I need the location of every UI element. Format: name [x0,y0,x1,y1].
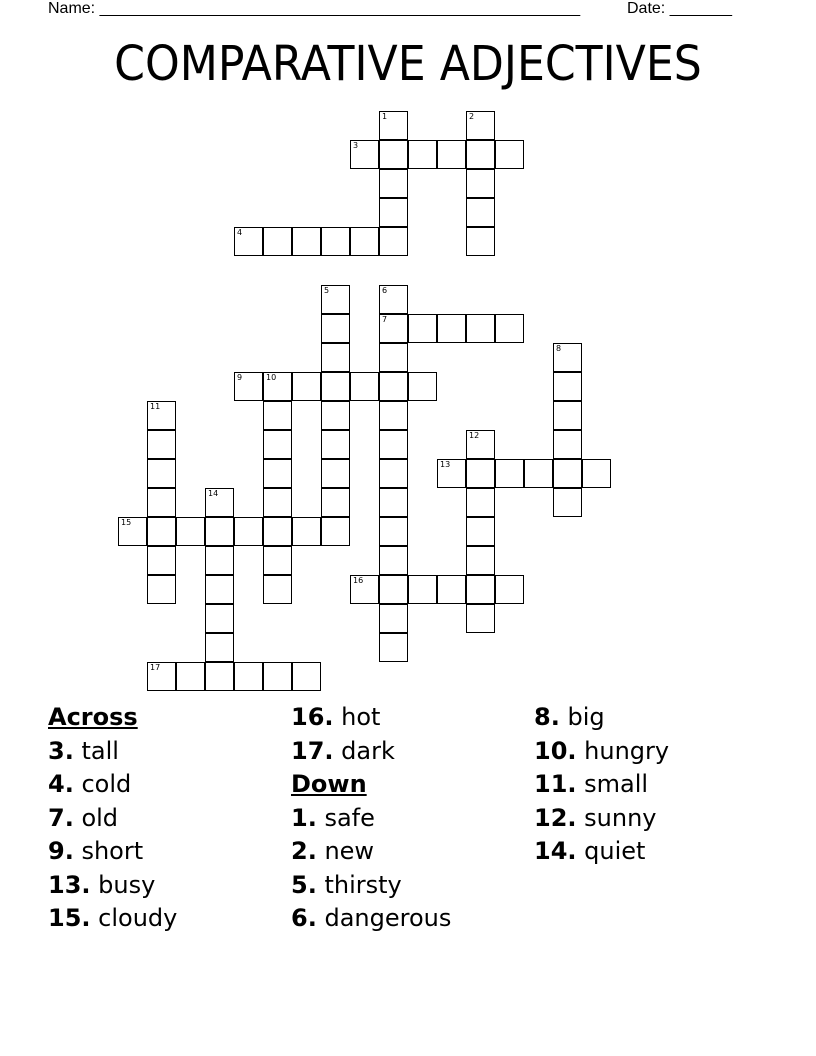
clue-item-text: hungry [576,736,670,765]
crossword-cell[interactable] [263,430,292,459]
crossword-cell[interactable] [379,517,408,546]
clue-number: 2 [469,112,475,121]
clue-item [291,701,531,735]
clue-item-number: 5. [291,870,317,899]
clue-item-text: safe [316,803,375,832]
crossword-cell[interactable] [466,111,495,140]
crossword-cell[interactable] [466,430,495,459]
crossword-cell[interactable] [437,575,466,604]
crossword-cell[interactable] [234,517,263,546]
crossword-cell[interactable] [321,430,350,459]
crossword-cell[interactable] [263,517,292,546]
crossword-cell[interactable] [408,314,437,343]
clue-item-text: big [559,703,605,731]
crossword-cell[interactable] [379,575,408,604]
crossword-cell[interactable] [495,575,524,604]
clue-item-number: 9. [48,837,74,865]
crossword-cell[interactable] [466,198,495,227]
crossword-cell[interactable] [379,227,408,256]
clue-item [534,802,774,836]
crossword-cell[interactable] [292,662,321,691]
crossword-cell[interactable] [263,372,292,401]
crossword-cell[interactable] [524,459,553,488]
date-field[interactable]: Date: _______ [627,0,732,17]
clue-item-number: 17. [291,736,334,765]
clue-number: 9 [237,373,243,382]
crossword-cell[interactable] [553,401,582,430]
clue-column-2 [291,701,531,936]
crossword-cell[interactable] [379,314,408,343]
clue-item-text: busy [90,870,156,899]
crossword-cell[interactable] [379,604,408,633]
crossword-cell[interactable] [263,488,292,517]
clue-item-text: thirsty [316,870,402,899]
clue-item [534,701,774,735]
crossword-cell[interactable] [234,662,263,691]
clue-item [48,735,288,769]
crossword-cell[interactable] [379,430,408,459]
crossword-cell[interactable] [147,401,176,430]
clue-item-number: 11. [534,770,577,798]
clue-number: 11 [150,402,161,411]
clue-item-text: cloudy [90,904,178,932]
crossword-cell[interactable] [321,401,350,430]
crossword-cell[interactable] [466,488,495,517]
crossword-cell[interactable] [582,459,611,488]
crossword-cell[interactable] [408,575,437,604]
clue-item [48,802,288,836]
clue-item [534,735,774,769]
crossword-cell[interactable] [466,459,495,488]
crossword-cell[interactable] [466,227,495,256]
crossword-cell[interactable] [321,343,350,372]
clue-column-1 [48,701,288,936]
page-title: COMPARATIVE ADJECTIVES [114,36,702,92]
crossword-cell[interactable] [147,662,176,691]
crossword-cell[interactable] [147,546,176,575]
clue-number: 17 [150,663,161,672]
crossword-cell[interactable] [147,575,176,604]
clue-section-heading: Down [291,770,367,798]
crossword-cell[interactable] [553,459,582,488]
crossword-cell[interactable] [466,575,495,604]
clue-item-number: 10. [534,736,577,765]
crossword-cell[interactable] [495,314,524,343]
clue-number: 7 [382,315,388,324]
crossword-cell[interactable] [205,575,234,604]
crossword-cell[interactable] [553,343,582,372]
clue-item [48,869,288,903]
clue-item-number: 15. [48,904,91,932]
crossword-cell[interactable] [379,111,408,140]
crossword-cell[interactable] [379,633,408,662]
crossword-cell[interactable] [379,401,408,430]
clue-item-text: dark [333,736,395,765]
clue-item [291,902,531,936]
crossword-cell[interactable] [292,517,321,546]
clue-number: 15 [121,518,132,527]
crossword-cell[interactable] [466,140,495,169]
clue-number: 8 [556,344,562,353]
clue-item-text: hot [333,703,381,731]
clue-item-text: tall [73,736,119,765]
crossword-cell[interactable] [466,169,495,198]
crossword-cell[interactable] [495,140,524,169]
clue-section-heading: Across [48,703,138,731]
crossword-cell[interactable] [379,488,408,517]
clue-number: 14 [208,489,219,498]
crossword-cell[interactable] [205,517,234,546]
crossword-cell[interactable] [350,227,379,256]
clue-item [291,835,531,869]
crossword-cell[interactable] [408,372,437,401]
clue-item-text: old [73,803,119,832]
clue-item-text: short [73,837,144,865]
crossword-cell[interactable] [379,372,408,401]
clue-item-number: 2. [291,837,317,865]
crossword-cell[interactable] [350,372,379,401]
crossword-cell[interactable] [408,140,437,169]
crossword-cell[interactable] [118,517,147,546]
clue-number: 4 [237,228,243,237]
crossword-cell[interactable] [321,285,350,314]
clue-item [48,835,288,869]
clue-number: 13 [440,460,451,469]
crossword-cell[interactable] [263,459,292,488]
crossword-cell[interactable] [147,430,176,459]
crossword-cell[interactable] [321,372,350,401]
crossword-cell[interactable] [292,227,321,256]
clue-item [291,735,531,769]
clue-item-text: new [316,837,375,865]
clue-item-number: 7. [48,803,74,832]
name-field[interactable]: Name: ______________________________________________________ [48,0,581,17]
clue-item-number: 8. [534,703,560,731]
clue-item-number: 1. [291,803,317,832]
clue-item-number: 14. [534,837,577,865]
clue-item-text: cold [73,770,132,798]
clue-item-number: 6. [291,904,317,932]
crossword-cell[interactable] [321,227,350,256]
clue-column-3 [534,701,774,869]
crossword-cell[interactable] [147,488,176,517]
clue-item [534,835,774,869]
crossword-cell[interactable] [147,459,176,488]
clue-item [291,869,531,903]
crossword-cell[interactable] [379,343,408,372]
clue-item [48,768,288,802]
clue-item-number: 3. [48,736,74,765]
crossword-cell[interactable] [553,430,582,459]
crossword-cell[interactable] [379,285,408,314]
clue-item-number: 13. [48,870,91,899]
crossword-cell[interactable] [263,227,292,256]
crossword-cell[interactable] [495,459,524,488]
clue-number: 6 [382,286,388,295]
crossword-cell[interactable] [437,140,466,169]
crossword-cell[interactable] [321,459,350,488]
crossword-cell[interactable] [234,227,263,256]
clue-number: 10 [266,373,277,382]
clue-number: 16 [353,576,364,585]
crossword-cell[interactable] [321,488,350,517]
crossword-cell[interactable] [263,575,292,604]
crossword-cell[interactable] [379,459,408,488]
clue-number: 5 [324,286,330,295]
crossword-cell[interactable] [466,546,495,575]
crossword-cell[interactable] [176,662,205,691]
crossword-cell[interactable] [176,517,205,546]
crossword-cell[interactable] [205,604,234,633]
clue-item-number: 12. [534,803,577,832]
crossword-cell[interactable] [466,314,495,343]
clue-item [48,902,288,936]
crossword-cell[interactable] [205,633,234,662]
clue-item-number: 4. [48,770,74,798]
crossword-cell[interactable] [466,604,495,633]
clue-item-text: quiet [576,837,646,865]
crossword-cell[interactable] [205,546,234,575]
clue-item-text: dangerous [316,904,452,932]
crossword-cell[interactable] [205,662,234,691]
crossword-cell[interactable] [466,517,495,546]
crossword-cell[interactable] [147,517,176,546]
crossword-cell[interactable] [379,169,408,198]
clue-item [291,802,531,836]
crossword-cell[interactable] [437,459,466,488]
crossword-cell[interactable] [321,517,350,546]
crossword-cell[interactable] [437,314,466,343]
clue-item [534,768,774,802]
crossword-cell[interactable] [350,140,379,169]
clue-number: 1 [382,112,388,121]
crossword-cell[interactable] [379,546,408,575]
crossword-cell[interactable] [553,372,582,401]
crossword-cell[interactable] [263,546,292,575]
crossword-cell[interactable] [379,140,408,169]
crossword-cell[interactable] [263,662,292,691]
crossword-cell[interactable] [321,314,350,343]
clue-item-number: 16. [291,703,334,731]
crossword-cell[interactable] [263,401,292,430]
clue-number: 3 [353,141,359,150]
crossword-cell[interactable] [379,198,408,227]
crossword-cell[interactable] [205,488,234,517]
clue-item-text: sunny [576,803,657,832]
crossword-cell[interactable] [292,372,321,401]
crossword-cell[interactable] [350,575,379,604]
clue-item-text: small [576,770,649,798]
crossword-cell[interactable] [553,488,582,517]
clue-number: 12 [469,431,480,440]
crossword-cell[interactable] [234,372,263,401]
